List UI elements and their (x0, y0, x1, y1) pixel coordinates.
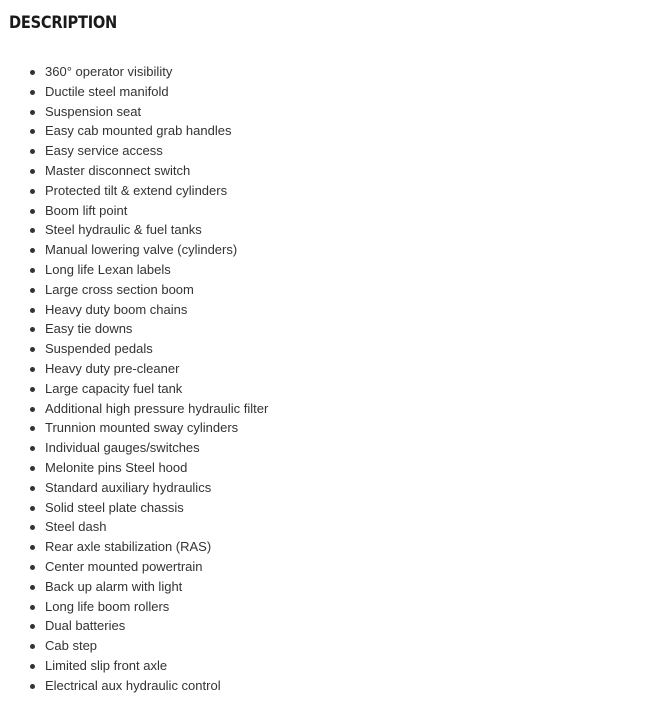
list-item (0, 121, 268, 141)
bullet-icon (30, 129, 35, 134)
feature-text: Large capacity fuel tank (45, 380, 183, 396)
list-item (0, 616, 268, 636)
bullet-icon (30, 288, 35, 293)
list-item (0, 458, 268, 478)
feature-text: Protected tilt & extend cylinders (45, 182, 228, 198)
bullet-icon (30, 387, 35, 392)
feature-text: Easy cab mounted grab handles (45, 123, 232, 139)
bullet-icon (30, 90, 35, 95)
bullet-icon (30, 70, 35, 75)
list-item (0, 319, 268, 339)
bullet-icon (30, 189, 35, 194)
bullet-icon (30, 248, 35, 253)
list-item (0, 438, 268, 458)
bullet-icon (30, 426, 35, 431)
list-item (0, 359, 268, 379)
feature-text: Standard auxiliary hydraulics (45, 479, 212, 495)
bullet-icon (30, 466, 35, 471)
bullet-icon (30, 664, 35, 669)
feature-text: Heavy duty boom chains (45, 301, 188, 317)
feature-text: Ductile steel manifold (45, 83, 169, 99)
list-item (0, 300, 268, 320)
bullet-icon (30, 446, 35, 451)
bullet-icon (30, 525, 35, 530)
bullet-icon (30, 684, 35, 689)
bullet-icon (30, 506, 35, 511)
list-item (0, 280, 268, 300)
feature-text: Melonite pins Steel hood (45, 459, 188, 475)
feature-text: 360° operator visibility (45, 64, 173, 79)
feature-text: Back up alarm with light (45, 578, 183, 594)
feature-text: Rear axle stabilization (RAS) (45, 539, 212, 555)
list-item (0, 537, 268, 557)
list-item (0, 399, 268, 419)
bullet-icon (30, 308, 35, 313)
feature-text: Trunnion mounted sway cylinders (45, 420, 239, 436)
list-item (0, 656, 268, 676)
feature-text: Steel dash (45, 519, 107, 535)
bullet-icon (30, 268, 35, 273)
bullet-icon (30, 624, 35, 629)
bullet-icon (30, 228, 35, 233)
bullet-icon (30, 367, 35, 372)
bullet-icon (30, 565, 35, 570)
list-item (0, 62, 268, 82)
list-item (0, 636, 268, 656)
list-item (0, 201, 268, 221)
bullet-icon (30, 347, 35, 352)
feature-text: Suspended pedals (45, 341, 153, 357)
list-item (0, 498, 268, 518)
list-item (0, 597, 268, 617)
list-item (0, 181, 268, 201)
feature-text: Cab step (45, 638, 98, 654)
list-item (0, 102, 268, 122)
feature-text: Large cross section boom (45, 281, 194, 297)
feature-text: Easy tie downs (45, 321, 133, 337)
list-item (0, 557, 268, 577)
feature-text: Easy service access (45, 143, 163, 159)
bullet-icon (30, 110, 35, 115)
list-item (0, 141, 268, 161)
list-item (0, 220, 268, 240)
list-item (0, 478, 268, 498)
feature-text: Additional high pressure hydraulic filter (45, 400, 269, 416)
feature-text: Limited slip front axle (45, 657, 168, 673)
list-item (0, 379, 268, 399)
feature-text: Solid steel plate chassis (45, 499, 184, 515)
bullet-icon (30, 605, 35, 610)
feature-text: Center mounted powertrain (45, 558, 203, 574)
bullet-icon (30, 327, 35, 332)
bullet-icon (30, 169, 35, 174)
feature-text: Heavy duty pre-cleaner (45, 360, 180, 376)
feature-text: Boom lift point (45, 202, 128, 218)
bullet-icon (30, 486, 35, 491)
bullet-icon (30, 644, 35, 649)
list-item (0, 260, 268, 280)
feature-text: Manual lowering valve (cylinders) (45, 242, 238, 258)
feature-text: Electrical aux hydraulic control (45, 677, 221, 693)
list-item (0, 161, 268, 181)
bullet-icon (30, 149, 35, 154)
feature-text: Suspension seat (45, 103, 142, 119)
feature-text: Individual gauges/switches (45, 440, 200, 456)
section-title: DESCRIPTION (9, 13, 118, 33)
feature-text: Long life Lexan labels (45, 261, 171, 277)
feature-list (0, 62, 268, 696)
list-item (0, 577, 268, 597)
feature-text: Dual batteries (45, 618, 126, 634)
feature-text: Master disconnect switch (45, 162, 191, 178)
list-item (0, 676, 268, 696)
list-item (0, 418, 268, 438)
bullet-icon (30, 407, 35, 412)
feature-text: Long life boom rollers (45, 598, 170, 614)
bullet-icon (30, 545, 35, 550)
list-item (0, 339, 268, 359)
feature-text: Steel hydraulic & fuel tanks (45, 222, 202, 238)
bullet-icon (30, 209, 35, 214)
list-item (0, 240, 268, 260)
list-item (0, 82, 268, 102)
list-item (0, 517, 268, 537)
bullet-icon (30, 585, 35, 590)
